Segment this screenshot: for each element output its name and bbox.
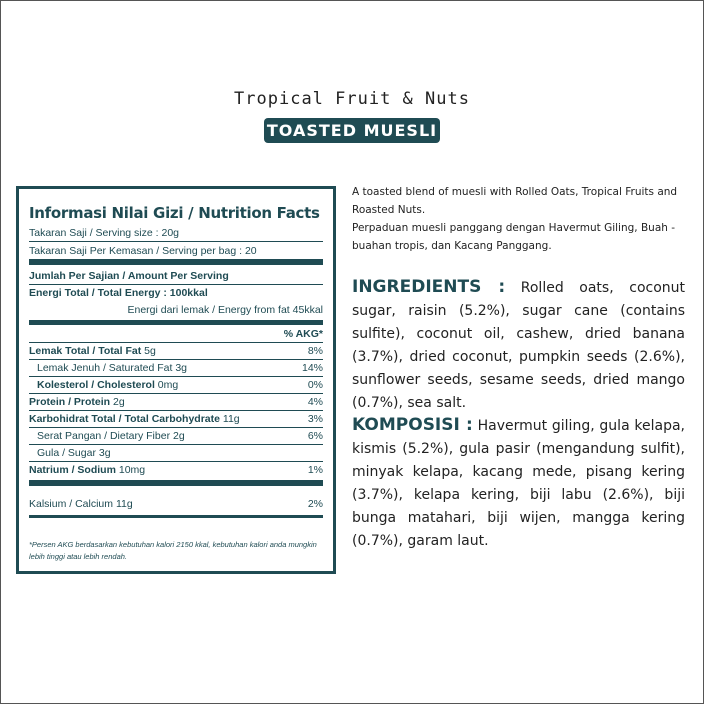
nutrient-row-cholesterol — [29, 378, 323, 392]
divider — [29, 444, 323, 445]
description-indonesian: Perpaduan muesli panggang dengan Havermut Giling, Buah - buahan tropis, dan Kacang Panggang. — [352, 222, 676, 252]
nutrient-akg: 3% — [307, 413, 323, 425]
nutrient-amount: 11g — [219, 413, 240, 425]
nutrient-akg: 0% — [307, 379, 323, 391]
product-description — [352, 183, 687, 255]
nutrient-amount: 10mg — [115, 464, 146, 476]
divider — [29, 359, 323, 360]
servings-per-bag: Takaran Saji Per Kemasan / Serving per bag : 20 — [29, 245, 257, 257]
nutrient-label: Kalsium / Calcium 11g — [29, 498, 133, 510]
nutrient-row-saturated-fat — [29, 361, 323, 375]
nutrient-akg: 4% — [307, 396, 323, 408]
nutrient-label: Lemak Total / Total Fat — [29, 345, 142, 357]
nutrient-akg: 6% — [307, 430, 323, 442]
nutrient-amount: 0mg — [154, 379, 179, 391]
description-english: A toasted blend of muesli with Rolled Oats, Tropical Fruits and Roasted Nuts. — [352, 186, 678, 216]
divider — [29, 410, 323, 411]
nutrient-row-protein — [29, 395, 323, 409]
nutrient-label: Lemak Jenuh / Saturated Fat 3g — [37, 362, 188, 374]
komposisi-heading: KOMPOSISI : — [352, 415, 473, 435]
nutrient-akg: 2% — [307, 498, 323, 510]
nutrient-label: Natrium / Sodium — [29, 464, 116, 476]
nutrition-title: Informasi Nilai Gizi / Nutrition Facts — [29, 204, 320, 222]
divider — [29, 393, 323, 394]
nutrient-label: Protein / Protein — [29, 396, 111, 408]
nutrient-amount: 5g — [141, 345, 156, 357]
energy-total: Energi Total / Total Energy : 100kkal — [29, 287, 208, 299]
thick-divider — [29, 320, 323, 325]
thick-divider — [29, 259, 323, 265]
komposisi-text: Havermut giling, gula kelapa, kismis (5.2%), gula pasir (mengandung sulfit), minyak kelapa, kacang mede, pisang kering (3.7%), kelapa kering, biji labu (2.6%), biji bunga matahari, biji wijen, mangga kering (0.7%), garam laut. — [352, 418, 686, 549]
ingredients-section — [352, 276, 685, 415]
nutrient-label: Serat Pangan / Dietary Fiber 2g — [37, 430, 185, 442]
nutrient-row-calcium — [29, 497, 323, 511]
nutrient-akg: 8% — [307, 345, 323, 357]
divider — [29, 241, 323, 242]
serving-size: Takaran Saji / Serving size : 20g — [29, 227, 179, 239]
nutrient-row-sugar — [29, 446, 323, 460]
akg-header: % AKG* — [283, 328, 323, 340]
nutrition-footnote: *Persen AKG berdasarkan kebutuhan kalori 2150 kkal, kebutuhan kalori anda mungkin lebih tinggi atau lebih rendah. — [29, 540, 317, 561]
nutrient-label: Karbohidrat Total / Total Carbohydrate — [29, 413, 220, 425]
ingredients-heading: INGREDIENTS : — [352, 277, 506, 297]
nutrient-akg: 14% — [301, 362, 323, 374]
divider — [29, 461, 323, 462]
divider — [29, 342, 323, 343]
nutrient-label: Gula / Sugar 3g — [37, 447, 111, 459]
thick-divider — [29, 515, 323, 518]
ingredients-text: Rolled oats, coconut sugar, raisin (5.2%), sugar cane (contains sulfite), coconut oil, cashew, dried banana (3.7%), dried coconut, pumpkin seeds (2.6%), sunflower seeds, sesame seeds, dried mango (0.7%), sea salt. — [352, 280, 686, 411]
divider — [29, 376, 323, 377]
divider — [29, 427, 323, 428]
komposisi-section — [352, 414, 685, 553]
nutrient-amount: 2g — [110, 396, 125, 408]
brand-name: Tropical Fruit & Nuts — [234, 89, 470, 109]
nutrient-label: Kolesterol / Cholesterol — [37, 379, 155, 391]
product-badge: TOASTED MUESLI — [264, 118, 440, 143]
nutrient-row-sodium — [29, 463, 323, 477]
nutrient-row-carbohydrate — [29, 412, 323, 426]
nutrition-facts-panel — [16, 186, 336, 574]
nutrient-row-total-fat — [29, 344, 323, 358]
nutrient-row-dietary-fiber — [29, 429, 323, 443]
energy-from-fat: Energi dari lemak / Energy from fat 45kkal — [127, 304, 323, 316]
thick-divider — [29, 480, 323, 486]
nutrient-akg: 1% — [307, 464, 323, 476]
amount-per-serving: Jumlah Per Sajian / Amount Per Serving — [29, 270, 229, 282]
divider — [29, 284, 323, 285]
